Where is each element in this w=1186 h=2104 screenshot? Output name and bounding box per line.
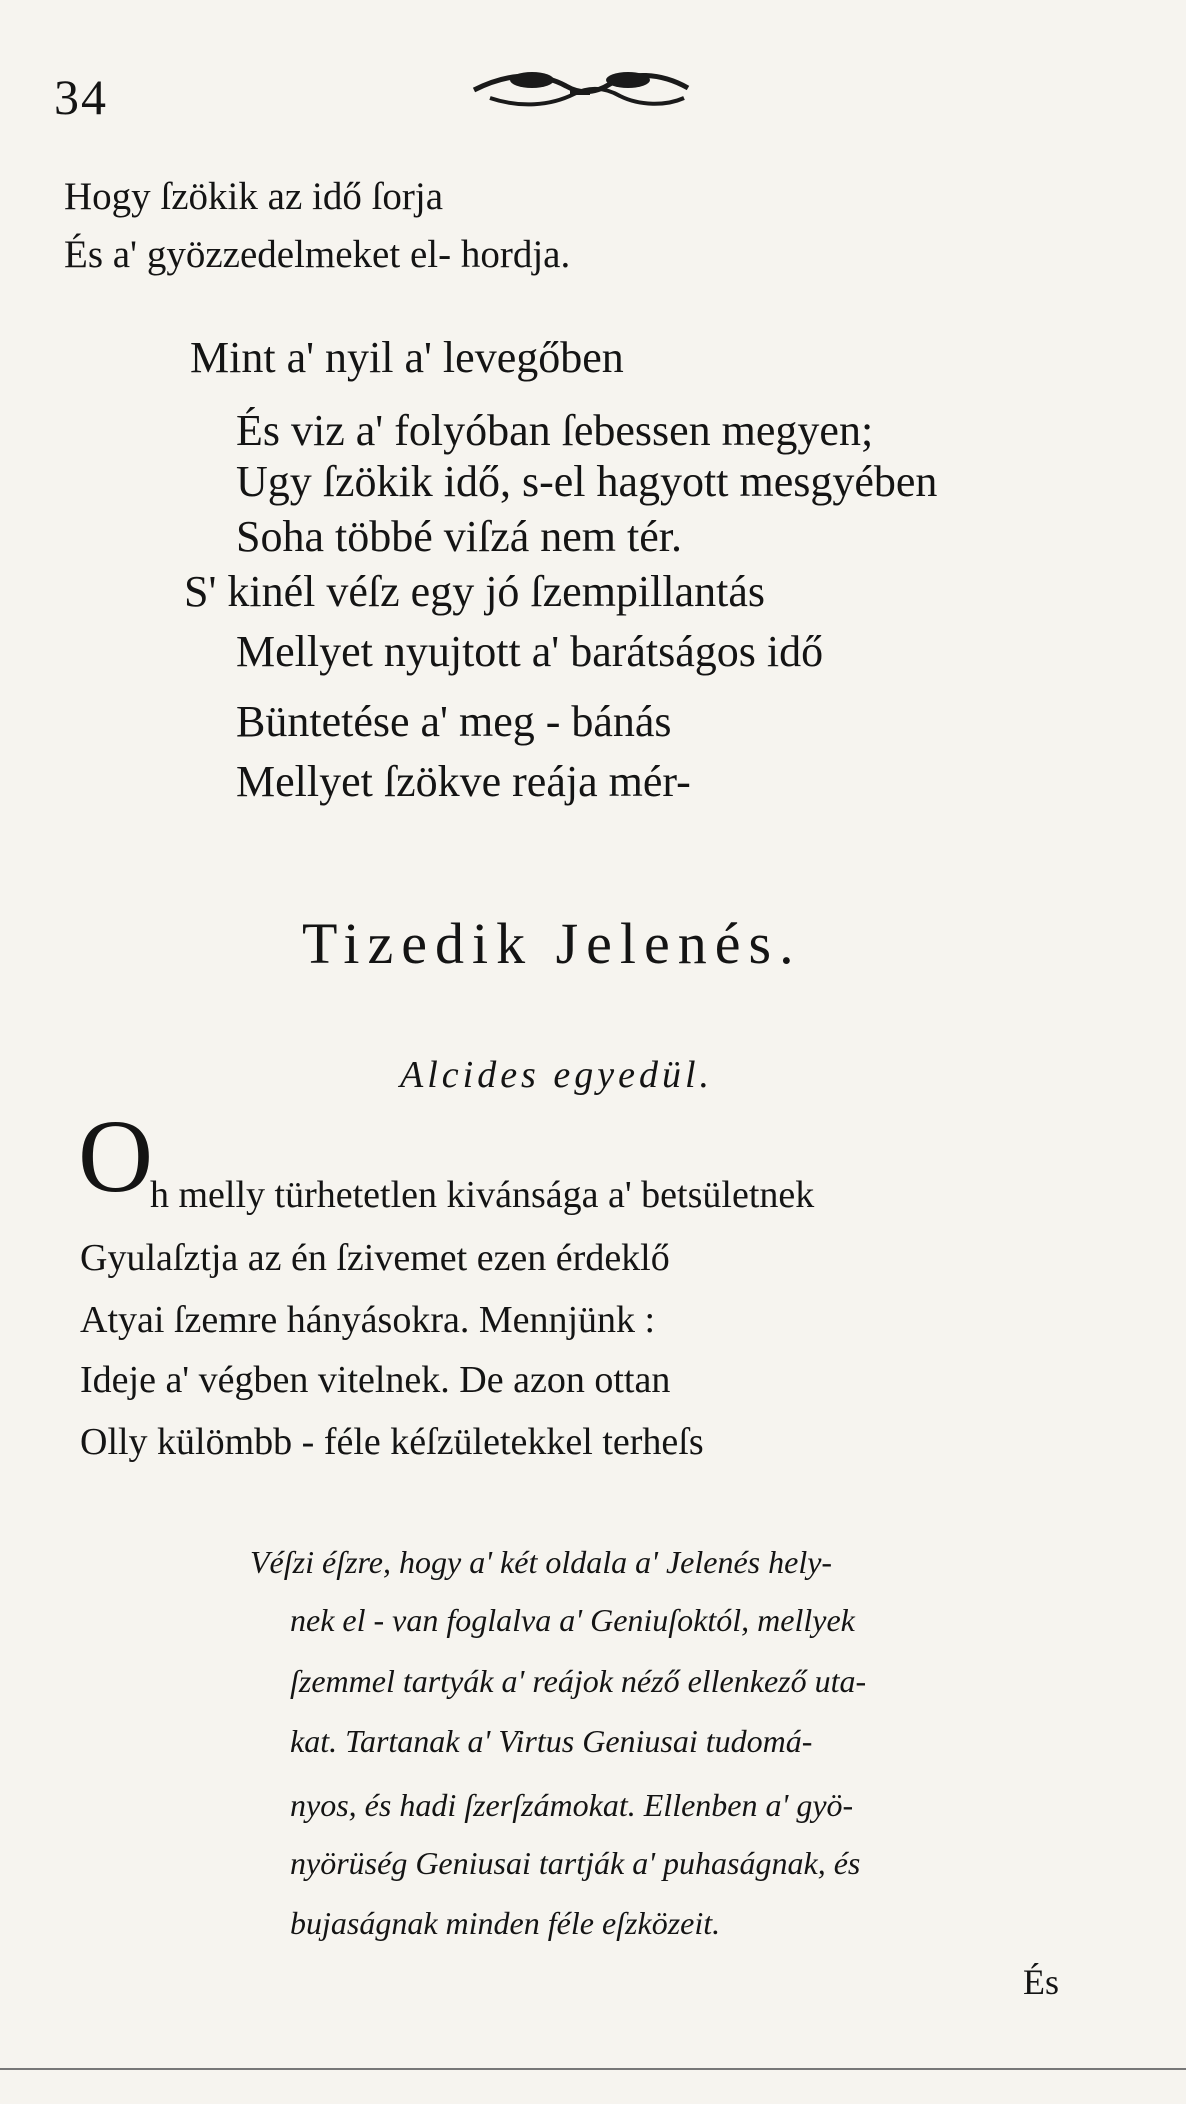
stage-note-line: nyörüség Geniusai tartják a' puhaságnak, és bbox=[290, 1845, 861, 1881]
stage-note-line: Véſzi éſzre, hogy a' két oldala a' Jelenés hely- bbox=[250, 1544, 833, 1580]
catchword: És bbox=[1023, 1962, 1059, 2002]
stage-note-line: bujaságnak minden féle eſzközeit. bbox=[290, 1905, 721, 1941]
page-edge-rule bbox=[0, 2068, 1186, 2070]
speech-line: Atyai ſzemre hányásokra. Mennjünk : bbox=[80, 1299, 656, 1341]
scene-character: Alcides egyedül. bbox=[400, 1054, 714, 1096]
verse-line: Mint a' nyil a' levegőben bbox=[190, 333, 624, 382]
speech-line: h melly türhetetlen kivánsága a' betsületnek bbox=[150, 1174, 815, 1216]
verse-line: Büntetése a' meg - bánás bbox=[236, 697, 672, 746]
verse-line: Mellyet nyujtott a' barátságos idő bbox=[236, 627, 824, 676]
speech-line: Ideje a' végben vitelnek. De azon ottan bbox=[80, 1359, 671, 1401]
fleuron-ornament-icon bbox=[470, 62, 692, 112]
stage-note-line: kat. Tartanak a' Virtus Geniusai tudomá- bbox=[290, 1723, 813, 1759]
speech-line: Olly külömbb - féle kéſzületekkel terheſs bbox=[80, 1421, 704, 1463]
verse-line: Mellyet ſzökve reája mér- bbox=[236, 757, 691, 806]
drop-capital: O bbox=[78, 1099, 154, 1214]
stage-note-line: nyos, és hadi ſzerſzámokat. Ellenben a' gyö- bbox=[290, 1787, 854, 1823]
scene-title: Tizedik Jelenés. bbox=[302, 911, 802, 976]
intro-line: Hogy ſzökik az idő ſorja bbox=[64, 175, 444, 218]
verse-line: S' kinél véſz egy jó ſzempillantás bbox=[184, 567, 766, 616]
intro-line: És a' gyözzedelmeket el- hordja. bbox=[64, 233, 571, 276]
verse-line: És viz a' folyóban ſebessen megyen; bbox=[236, 406, 874, 455]
stage-note-line: nek el - van foglalva a' Geniuſoktól, mellyek bbox=[290, 1602, 855, 1638]
stage-note-line: ſzemmel tartyák a' reájok néző ellenkező uta- bbox=[290, 1663, 867, 1699]
verse-line: Ugy ſzökik idő, s-el hagyott mesgyében bbox=[236, 457, 938, 506]
page-number: 34 bbox=[54, 69, 108, 125]
verse-line: Soha többé viſzá nem tér. bbox=[236, 512, 682, 561]
speech-line: Gyulaſztja az én ſzivemet ezen érdeklő bbox=[80, 1237, 670, 1279]
